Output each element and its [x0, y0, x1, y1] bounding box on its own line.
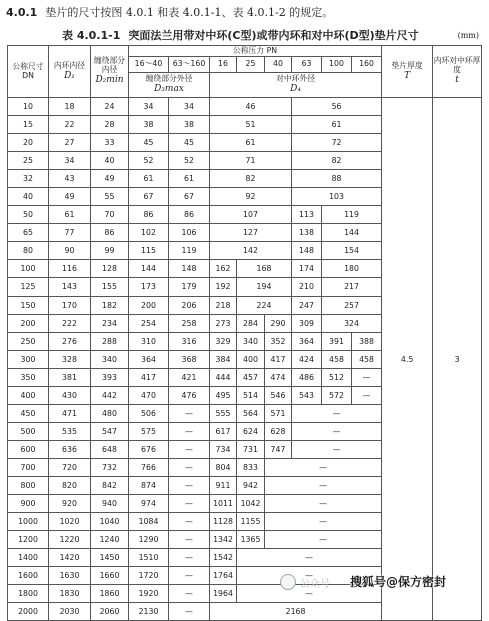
- watermark-source: 公众号: [300, 579, 330, 590]
- cell-centering-ring-od: 1365: [237, 531, 265, 549]
- cell-centering-ring-od: 224: [237, 296, 292, 314]
- cell-inner-ring-id: 43: [49, 170, 91, 188]
- cell-dn: 65: [8, 224, 49, 242]
- cell-centering-ring-od: —: [352, 386, 382, 404]
- cell-centering-ring-od: 400: [237, 350, 265, 368]
- cell-centering-ring-od: 192: [210, 278, 237, 296]
- cell-winding-id: 393: [91, 368, 129, 386]
- watermark: [280, 572, 485, 592]
- cell-centering-ring-od: 1011: [210, 495, 237, 513]
- cell-winding-od: 67: [169, 188, 210, 206]
- cell-centering-ring-od: 247: [292, 296, 322, 314]
- cell-winding-od: 1510: [129, 549, 169, 567]
- cell-winding-od: —: [169, 531, 210, 549]
- header-ring-thickness: 内环对中环厚度 t: [433, 46, 482, 98]
- header-inner-ring-id: 内环内径 D₁: [49, 46, 91, 98]
- cell-winding-od: 874: [129, 476, 169, 494]
- header-pressure: 公称压力 PN: [129, 46, 382, 57]
- table-number: 表 4.0.1-1: [62, 29, 121, 42]
- table-row: [8, 98, 482, 116]
- cell-inner-ring-id: 34: [49, 152, 91, 170]
- cell-winding-od: —: [169, 549, 210, 567]
- cell-winding-od: —: [169, 513, 210, 531]
- cell-winding-od: 766: [129, 458, 169, 476]
- gasket-dimension-table: [7, 45, 482, 621]
- cell-centering-ring-od: 1964: [210, 585, 237, 603]
- cell-winding-id: 1240: [91, 531, 129, 549]
- cell-centering-ring-od: 174: [292, 260, 322, 278]
- header-pn-value: 160: [352, 57, 382, 73]
- cell-inner-ring-id: 1830: [49, 585, 91, 603]
- cell-inner-ring-id: 535: [49, 422, 91, 440]
- cell-centering-ring-od: 142: [210, 242, 292, 260]
- cell-winding-od: 506: [129, 404, 169, 422]
- cell-centering-ring-od: 833: [237, 458, 265, 476]
- cell-centering-ring-od: 384: [210, 350, 237, 368]
- cell-winding-od: 61: [129, 170, 169, 188]
- cell-inner-ring-id: 636: [49, 440, 91, 458]
- cell-winding-od: 476: [169, 386, 210, 404]
- cell-centering-ring-od: 257: [322, 296, 382, 314]
- cell-winding-od: 417: [129, 368, 169, 386]
- cell-winding-od: 106: [169, 224, 210, 242]
- cell-winding-id: 340: [91, 350, 129, 368]
- cell-dn: 250: [8, 332, 49, 350]
- cell-centering-ring-od: —: [265, 458, 382, 476]
- cell-centering-ring-od: —: [265, 476, 382, 494]
- cell-centering-ring-od: 1342: [210, 531, 237, 549]
- cell-centering-ring-od: 92: [210, 188, 292, 206]
- table-title-text: 突面法兰用带对中环(C型)或带内环和对中环(D型)垫片尺寸: [128, 29, 419, 42]
- cell-winding-od: 144: [129, 260, 169, 278]
- cell-winding-id: 1660: [91, 567, 129, 585]
- cell-winding-id: 1860: [91, 585, 129, 603]
- cell-centering-ring-od: 458: [322, 350, 352, 368]
- cell-winding-id: 128: [91, 260, 129, 278]
- cell-centering-ring-od: 1155: [237, 513, 265, 531]
- cell-winding-id: 480: [91, 404, 129, 422]
- cell-dn: 10: [8, 98, 49, 116]
- header-gasket-thickness: 垫片厚度 T: [382, 46, 433, 98]
- cell-winding-od: 179: [169, 278, 210, 296]
- cell-winding-od: —: [169, 422, 210, 440]
- cell-winding-od: 421: [169, 368, 210, 386]
- cell-centering-ring-od: 309: [292, 314, 322, 332]
- cell-centering-ring-od: 119: [322, 206, 382, 224]
- cell-centering-ring-od: 555: [210, 404, 237, 422]
- cell-centering-ring-od: 138: [292, 224, 322, 242]
- cell-inner-ring-id: 1420: [49, 549, 91, 567]
- cell-centering-ring-od: 154: [322, 242, 382, 260]
- cell-inner-ring-id: 90: [49, 242, 91, 260]
- cell-dn: 800: [8, 476, 49, 494]
- cell-centering-ring-od: 514: [237, 386, 265, 404]
- cell-winding-od: 368: [169, 350, 210, 368]
- cell-centering-ring-od: 290: [265, 314, 292, 332]
- cell-winding-id: 288: [91, 332, 129, 350]
- cell-centering-ring-od: 61: [292, 116, 382, 134]
- cell-winding-id: 70: [91, 206, 129, 224]
- cell-winding-id: 49: [91, 170, 129, 188]
- cell-winding-od: 38: [129, 116, 169, 134]
- clause-text: 垫片的尺寸按图 4.0.1 和表 4.0.1-1、表 4.0.1-2 的规定。: [45, 6, 334, 19]
- cell-winding-id: 28: [91, 116, 129, 134]
- cell-winding-od: 86: [169, 206, 210, 224]
- cell-centering-ring-od: 340: [237, 332, 265, 350]
- cell-inner-ring-id: 61: [49, 206, 91, 224]
- cell-centering-ring-od: 731: [237, 440, 265, 458]
- cell-winding-od: 364: [129, 350, 169, 368]
- cell-inner-ring-id: 276: [49, 332, 91, 350]
- cell-centering-ring-od: 1128: [210, 513, 237, 531]
- cell-centering-ring-od: 617: [210, 422, 237, 440]
- cell-dn: 100: [8, 260, 49, 278]
- cell-winding-od: —: [169, 440, 210, 458]
- cell-winding-od: —: [169, 603, 210, 621]
- cell-winding-od: 45: [169, 134, 210, 152]
- cell-centering-ring-od: 747: [265, 440, 292, 458]
- cell-winding-od: 34: [169, 98, 210, 116]
- cell-winding-od: —: [169, 404, 210, 422]
- cell-centering-ring-od: 942: [237, 476, 265, 494]
- cell-winding-od: 310: [129, 332, 169, 350]
- cell-centering-ring-od: 162: [210, 260, 237, 278]
- cell-centering-ring-od: 144: [322, 224, 382, 242]
- cell-dn: 20: [8, 134, 49, 152]
- cell-centering-ring-od: 457: [237, 368, 265, 386]
- cell-inner-ring-id: 22: [49, 116, 91, 134]
- cell-centering-ring-od: 2168: [210, 603, 382, 621]
- cell-centering-ring-od: 103: [292, 188, 382, 206]
- cell-centering-ring-od: 107: [210, 206, 292, 224]
- cell-winding-od: 61: [169, 170, 210, 188]
- cell-dn: 80: [8, 242, 49, 260]
- cell-centering-ring-od: 284: [237, 314, 265, 332]
- cell-winding-id: 1040: [91, 513, 129, 531]
- cell-centering-ring-od: 458: [352, 350, 382, 368]
- cell-winding-od: 148: [169, 260, 210, 278]
- cell-centering-ring-od: 194: [237, 278, 292, 296]
- cell-winding-id: 182: [91, 296, 129, 314]
- cell-winding-od: 45: [129, 134, 169, 152]
- cell-inner-ring-id: 381: [49, 368, 91, 386]
- cell-dn: 300: [8, 350, 49, 368]
- cell-inner-ring-id: 328: [49, 350, 91, 368]
- cell-dn: 1800: [8, 585, 49, 603]
- cell-winding-od: 1084: [129, 513, 169, 531]
- cell-inner-ring-id: 720: [49, 458, 91, 476]
- cell-centering-ring-od: 273: [210, 314, 237, 332]
- cell-centering-ring-od: 168: [237, 260, 292, 278]
- cell-dn: 1400: [8, 549, 49, 567]
- cell-winding-od: 34: [129, 98, 169, 116]
- cell-centering-ring-od: 388: [352, 332, 382, 350]
- cell-centering-ring-od: —: [265, 531, 382, 549]
- cell-winding-od: 206: [169, 296, 210, 314]
- cell-centering-ring-od: 391: [322, 332, 352, 350]
- cell-dn: 1600: [8, 567, 49, 585]
- table-unit: (mm): [457, 31, 479, 40]
- cell-centering-ring-od: 417: [265, 350, 292, 368]
- clause-line: [6, 4, 333, 20]
- header-pn-value: 63: [292, 57, 322, 73]
- cell-centering-ring-od: 734: [210, 440, 237, 458]
- cell-inner-ring-id: 18: [49, 98, 91, 116]
- cell-inner-ring-id: 222: [49, 314, 91, 332]
- cell-centering-ring-od: 218: [210, 296, 237, 314]
- cell-inner-ring-id: 920: [49, 495, 91, 513]
- cell-centering-ring-od: 324: [322, 314, 382, 332]
- cell-centering-ring-od: 51: [210, 116, 292, 134]
- cell-inner-ring-id: 49: [49, 188, 91, 206]
- cell-centering-ring-od: 911: [210, 476, 237, 494]
- cell-centering-ring-od: 210: [292, 278, 322, 296]
- cell-dn: 40: [8, 188, 49, 206]
- cell-winding-od: 2130: [129, 603, 169, 621]
- cell-dn: 900: [8, 495, 49, 513]
- header-pn-group: 63～160: [169, 57, 210, 73]
- cell-centering-ring-od: 424: [292, 350, 322, 368]
- clause-number: 4.0.1: [6, 6, 38, 19]
- cell-winding-id: 86: [91, 224, 129, 242]
- cell-winding-od: 52: [129, 152, 169, 170]
- cell-winding-id: 732: [91, 458, 129, 476]
- cell-winding-od: —: [169, 476, 210, 494]
- cell-centering-ring-od: 364: [292, 332, 322, 350]
- header-centering-ring-od: 对中环外径 D₄: [210, 73, 382, 98]
- watermark-brand: 搜狐号@保方密封: [350, 575, 447, 589]
- cell-winding-od: 52: [169, 152, 210, 170]
- cell-centering-ring-od: 88: [292, 170, 382, 188]
- cell-centering-ring-od: 486: [292, 368, 322, 386]
- cell-winding-id: 40: [91, 152, 129, 170]
- cell-centering-ring-od: 804: [210, 458, 237, 476]
- cell-inner-ring-id: 116: [49, 260, 91, 278]
- cell-centering-ring-od: —: [237, 567, 382, 585]
- cell-winding-od: 676: [129, 440, 169, 458]
- cell-winding-od: 119: [169, 242, 210, 260]
- cell-dn: 50: [8, 206, 49, 224]
- cell-dn: 400: [8, 386, 49, 404]
- cell-centering-ring-od: 1764: [210, 567, 237, 585]
- cell-centering-ring-od: 56: [292, 98, 382, 116]
- cell-dn: 500: [8, 422, 49, 440]
- cell-centering-ring-od: —: [292, 404, 382, 422]
- cell-centering-ring-od: 352: [265, 332, 292, 350]
- header-winding-id: 缠绕部分内径 D₂min: [91, 46, 129, 98]
- cell-inner-ring-id: 1220: [49, 531, 91, 549]
- cell-winding-od: 38: [169, 116, 210, 134]
- cell-winding-id: 1450: [91, 549, 129, 567]
- cell-dn: 350: [8, 368, 49, 386]
- cell-inner-ring-id: 430: [49, 386, 91, 404]
- cell-centering-ring-od: 127: [210, 224, 292, 242]
- cell-centering-ring-od: 564: [237, 404, 265, 422]
- table-title: [62, 27, 419, 43]
- wechat-logo-icon: [280, 574, 296, 590]
- cell-winding-id: 940: [91, 495, 129, 513]
- cell-winding-od: 1720: [129, 567, 169, 585]
- cell-inner-ring-id: 143: [49, 278, 91, 296]
- cell-inner-ring-id: 170: [49, 296, 91, 314]
- cell-winding-od: 102: [129, 224, 169, 242]
- cell-centering-ring-od: 1042: [237, 495, 265, 513]
- cell-centering-ring-od: 113: [292, 206, 322, 224]
- cell-centering-ring-od: 71: [210, 152, 292, 170]
- cell-centering-ring-od: 329: [210, 332, 237, 350]
- cell-winding-od: —: [169, 567, 210, 585]
- cell-centering-ring-od: —: [265, 495, 382, 513]
- cell-winding-od: —: [169, 458, 210, 476]
- cell-centering-ring-od: 82: [292, 152, 382, 170]
- cell-winding-id: 547: [91, 422, 129, 440]
- cell-winding-od: 470: [129, 386, 169, 404]
- cell-inner-ring-id: 2030: [49, 603, 91, 621]
- cell-centering-ring-od: 628: [265, 422, 292, 440]
- cell-centering-ring-od: —: [237, 549, 382, 567]
- cell-centering-ring-od: 495: [210, 386, 237, 404]
- cell-dn: 1200: [8, 531, 49, 549]
- cell-centering-ring-od: 46: [210, 98, 292, 116]
- cell-centering-ring-od: —: [292, 440, 382, 458]
- cell-dn: 32: [8, 170, 49, 188]
- cell-centering-ring-od: 571: [265, 404, 292, 422]
- cell-winding-od: 254: [129, 314, 169, 332]
- cell-winding-od: 1290: [129, 531, 169, 549]
- cell-centering-ring-od: 444: [210, 368, 237, 386]
- cell-centering-ring-od: —: [352, 368, 382, 386]
- cell-inner-ring-id: 820: [49, 476, 91, 494]
- cell-winding-id: 842: [91, 476, 129, 494]
- cell-winding-od: 316: [169, 332, 210, 350]
- cell-winding-od: 115: [129, 242, 169, 260]
- cell-centering-ring-od: —: [292, 422, 382, 440]
- cell-winding-od: —: [169, 495, 210, 513]
- cell-inner-ring-id: 27: [49, 134, 91, 152]
- cell-winding-id: 33: [91, 134, 129, 152]
- cell-dn: 1000: [8, 513, 49, 531]
- cell-winding-od: 258: [169, 314, 210, 332]
- cell-centering-ring-od: 148: [292, 242, 322, 260]
- table-body: [8, 98, 482, 621]
- cell-winding-od: 67: [129, 188, 169, 206]
- header-winding-od: 缠绕部分外径 D₃max: [129, 73, 210, 98]
- cell-winding-id: 24: [91, 98, 129, 116]
- cell-winding-od: 974: [129, 495, 169, 513]
- cell-centering-ring-od: 474: [265, 368, 292, 386]
- cell-dn: 15: [8, 116, 49, 134]
- cell-dn: 700: [8, 458, 49, 476]
- cell-inner-ring-id: 1020: [49, 513, 91, 531]
- cell-winding-id: 234: [91, 314, 129, 332]
- cell-inner-ring-id: 77: [49, 224, 91, 242]
- cell-centering-ring-od: 217: [322, 278, 382, 296]
- cell-centering-ring-od: 1542: [210, 549, 237, 567]
- cell-centering-ring-od: 180: [322, 260, 382, 278]
- cell-centering-ring-od: 572: [322, 386, 352, 404]
- cell-centering-ring-od: 624: [237, 422, 265, 440]
- header-pn-value: 40: [265, 57, 292, 73]
- cell-centering-ring-od: —: [237, 585, 382, 603]
- cell-centering-ring-od: 512: [322, 368, 352, 386]
- cell-winding-od: 86: [129, 206, 169, 224]
- cell-centering-ring-od: 72: [292, 134, 382, 152]
- cell-winding-id: 442: [91, 386, 129, 404]
- cell-centering-ring-od: 82: [210, 170, 292, 188]
- cell-centering-ring-od: 546: [265, 386, 292, 404]
- cell-winding-od: 575: [129, 422, 169, 440]
- cell-inner-ring-id: 1630: [49, 567, 91, 585]
- cell-dn: 25: [8, 152, 49, 170]
- cell-winding-id: 648: [91, 440, 129, 458]
- cell-winding-id: 99: [91, 242, 129, 260]
- cell-winding-id: 155: [91, 278, 129, 296]
- cell-inner-ring-id: 471: [49, 404, 91, 422]
- cell-winding-od: 200: [129, 296, 169, 314]
- cell-winding-od: —: [169, 585, 210, 603]
- cell-centering-ring-od: —: [265, 513, 382, 531]
- cell-dn: 150: [8, 296, 49, 314]
- cell-winding-od: 1920: [129, 585, 169, 603]
- cell-winding-id: 2060: [91, 603, 129, 621]
- cell-winding-od: 173: [129, 278, 169, 296]
- header-pn-group: 16～40: [129, 57, 169, 73]
- cell-centering-ring-od: 61: [210, 134, 292, 152]
- cell-ring-thickness: 3: [433, 98, 482, 621]
- cell-dn: 450: [8, 404, 49, 422]
- cell-dn: 2000: [8, 603, 49, 621]
- header-pn-value: 25: [237, 57, 265, 73]
- cell-gasket-thickness: 4.5: [382, 98, 433, 621]
- cell-centering-ring-od: 543: [292, 386, 322, 404]
- cell-dn: 600: [8, 440, 49, 458]
- cell-winding-id: 55: [91, 188, 129, 206]
- header-pn-value: 16: [210, 57, 237, 73]
- header-dn: 公称尺寸 DN: [8, 46, 49, 98]
- cell-dn: 200: [8, 314, 49, 332]
- cell-dn: 125: [8, 278, 49, 296]
- header-pn-value: 100: [322, 57, 352, 73]
